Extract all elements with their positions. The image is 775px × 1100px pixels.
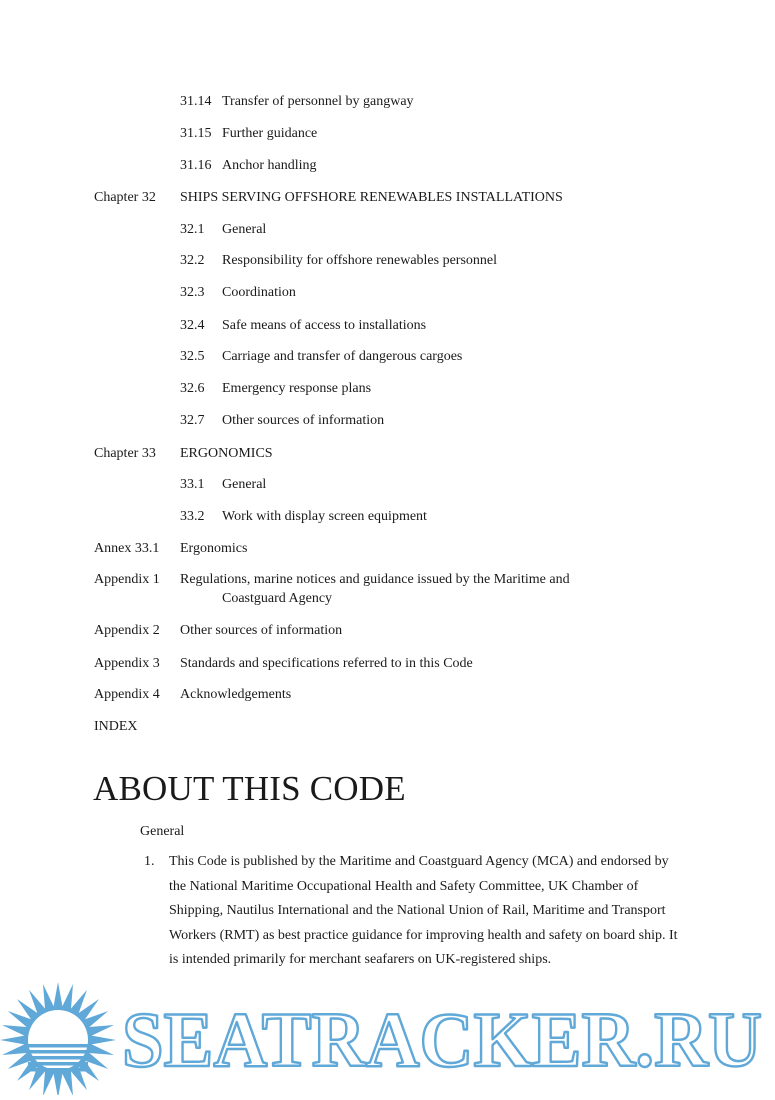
section-title: Coordination (222, 285, 296, 300)
section-title: Responsibility for offshore renewables personnel (222, 253, 498, 268)
section-title: Anchor handling (222, 158, 317, 173)
section-title: Other sources of information (222, 413, 385, 428)
appendix-title: Acknowledgements (180, 687, 292, 702)
section-number: 31.16 (180, 158, 212, 173)
watermark-graphic (0, 978, 775, 1095)
appendix-label: Appendix 3 (94, 656, 160, 671)
section-title: Work with display screen equipment (222, 509, 427, 524)
section-number: 33.1 (180, 477, 205, 492)
appendix-title-continued: Coastguard Agency (222, 591, 333, 606)
appendix-label: Appendix 1 (94, 572, 160, 587)
section-number: 33.2 (180, 509, 205, 524)
section-title: Safe means of access to installations (222, 318, 427, 333)
section-title: General (222, 477, 267, 492)
paragraph-number: 1. (144, 854, 155, 869)
section-title: Carriage and transfer of dangerous cargoes (222, 349, 463, 364)
chapter-title: ERGONOMICS (180, 446, 273, 461)
appendix-title: Regulations, marine notices and guidance issued by the Maritime and (180, 572, 570, 587)
chapter-title: SHIPS SERVING OFFSHORE RENEWABLES INSTALLATIONS (180, 190, 563, 205)
chapter-label: Chapter 33 (94, 446, 156, 461)
about-paragraph: This Code is published by the Maritime and Coastguard Agency (MCA) and endorsed by the National Maritime Occupational Health and Safety Committee, UK Chamber of Shipping, Nautilus International and the National Union of Rail, Maritime and Transport Workers (RMT) as best practice guidance for improving health and safety on board ship. It is intended primarily for merchant seafarers on UK-registered ships. (169, 854, 678, 968)
section-number: 32.6 (180, 381, 205, 396)
watermark-text: SEATRACKER.RU (122, 996, 762, 1083)
chapter-label: Chapter 32 (94, 190, 156, 205)
section-number: 31.14 (180, 94, 212, 109)
appendix-label: Appendix 2 (94, 623, 160, 638)
index-label: INDEX (94, 719, 138, 734)
section-title: Emergency response plans (222, 381, 372, 396)
section-number: 32.1 (180, 222, 205, 237)
watermark (0, 978, 775, 1095)
annex-title: Ergonomics (180, 541, 248, 556)
section-number: 32.3 (180, 285, 205, 300)
appendix-label: Appendix 4 (94, 687, 160, 702)
section-number: 31.15 (180, 126, 212, 141)
appendix-title: Standards and specifications referred to in this Code (180, 656, 473, 671)
section-number: 32.7 (180, 413, 205, 428)
section-title: Transfer of personnel by gangway (222, 94, 414, 109)
sun-icon (0, 982, 116, 1095)
section-title: General (222, 222, 267, 237)
section-number: 32.4 (180, 318, 205, 333)
about-heading: ABOUT THIS CODE (93, 769, 406, 808)
annex-label: Annex 33.1 (94, 541, 160, 556)
section-number: 32.5 (180, 349, 205, 364)
section-number: 32.2 (180, 253, 205, 268)
section-title: Further guidance (222, 126, 318, 141)
appendix-title: Other sources of information (180, 623, 343, 638)
about-subheading: General (140, 824, 185, 839)
